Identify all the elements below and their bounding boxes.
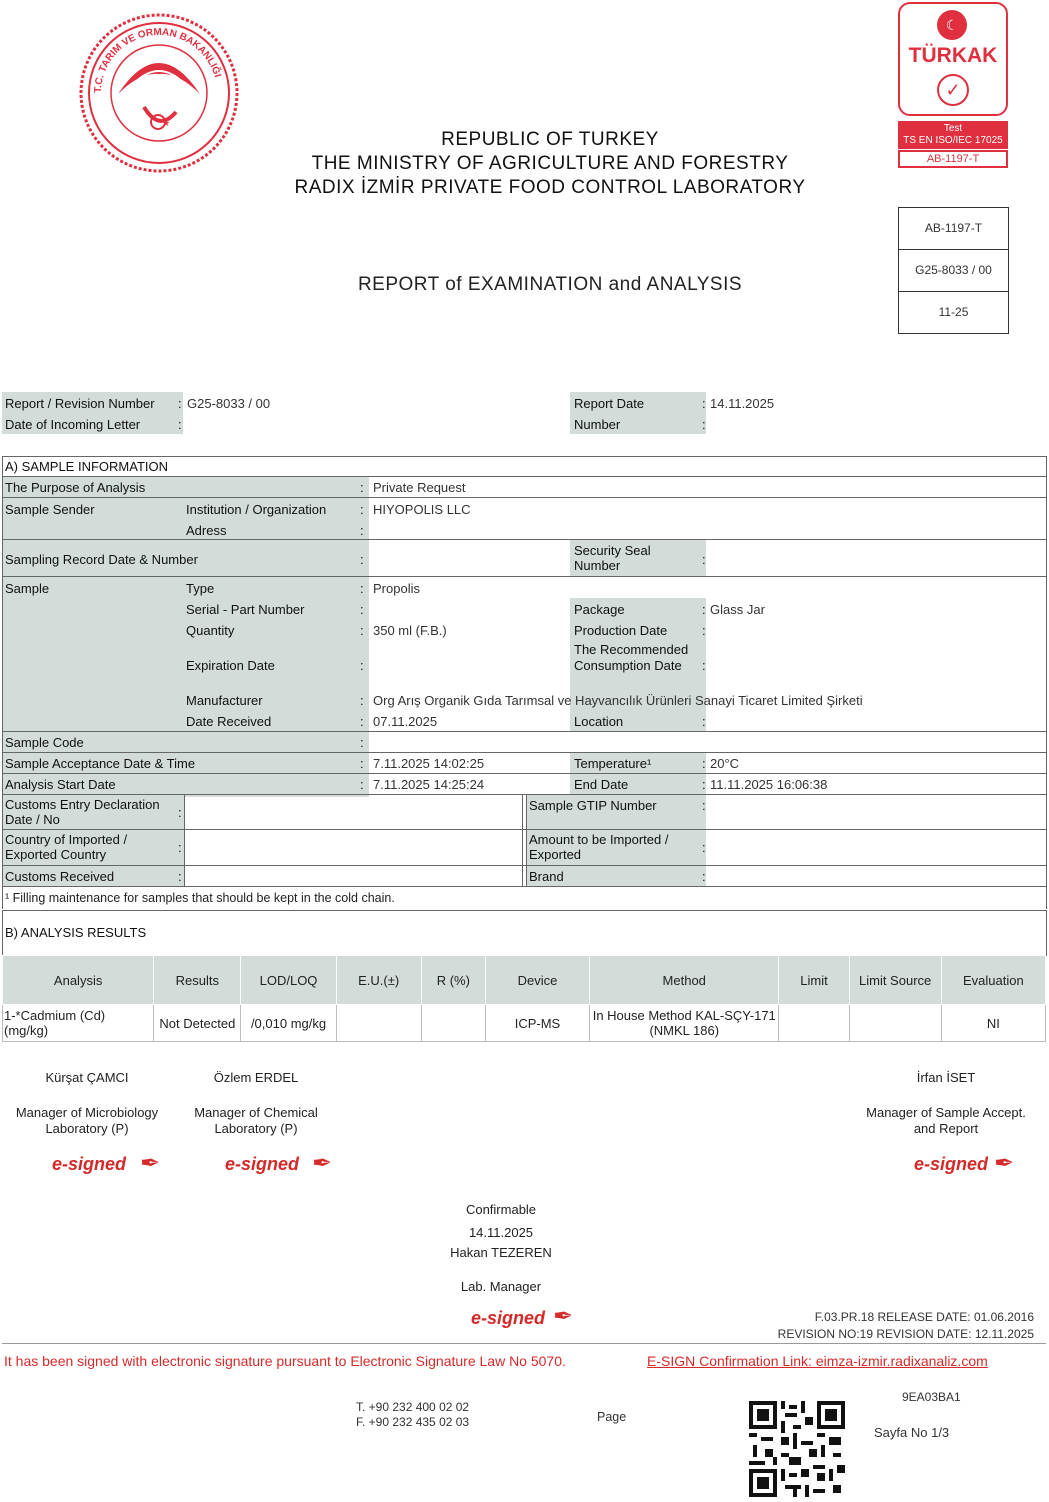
cell-r — [421, 1005, 485, 1042]
phone-number: T. +90 232 400 02 02 — [356, 1400, 470, 1414]
header-evaluation: Evaluation — [941, 956, 1045, 1005]
received-value: 07.11.2025 — [373, 714, 438, 729]
type-label: Type — [186, 581, 215, 596]
report-title: REPORT of EXAMINATION and ANALYSIS — [357, 274, 743, 295]
cell-lod-loq: /0,010 mg/kg — [241, 1005, 336, 1042]
gtip-label: Sample GTIP Number — [529, 798, 657, 813]
expiration-label: Expiration Date — [186, 658, 275, 673]
qr-code — [749, 1401, 845, 1497]
confirmable-label: Confirmable — [465, 1202, 537, 1217]
country-label: Country of Imported / Exported Country — [5, 832, 128, 862]
revision-label: Report / Revision Number — [5, 396, 155, 411]
revision-value: G25-8033 / 00 — [187, 396, 271, 411]
revision-info: REVISION NO:19 REVISION DATE: 12.11.2025 — [777, 1327, 1034, 1341]
signer-3-name: İrfan İSET — [916, 1070, 976, 1085]
institution-value: HIYOPOLIS LLC — [373, 502, 471, 517]
cold-chain-footnote: ¹ Filling maintenance for samples that should be kept in the cold chain. — [5, 891, 395, 905]
turkak-test: Test — [943, 123, 963, 134]
signer-1-name: Kürşat ÇAMCI — [45, 1070, 129, 1085]
release-info: F.03.PR.18 RELEASE DATE: 01.06.2016 — [814, 1310, 1034, 1324]
header-lod-loq: LOD/LOQ — [241, 956, 336, 1005]
temperature-label: Temperature¹ — [574, 756, 652, 771]
results-table — [2, 955, 1046, 1042]
ref-report-number: G25-8033 / 00 — [899, 250, 1008, 292]
institution-label: Institution / Organization — [186, 502, 327, 517]
ref-accreditation: AB-1197-T — [899, 208, 1008, 250]
incoming-label: Date of Incoming Letter — [5, 417, 141, 432]
header-r: R (%) — [421, 956, 485, 1005]
type-value: Propolis — [373, 581, 420, 596]
results-header-row — [3, 956, 1046, 1005]
header-analysis: Analysis — [3, 956, 154, 1005]
package-label: Package — [574, 602, 625, 617]
emblem-ring-text: T.C. TARIM VE ORMAN BAKANLIĞI — [92, 26, 223, 94]
sample-section-title: A) SAMPLE INFORMATION — [5, 459, 168, 474]
brand-label: Brand — [529, 869, 564, 884]
cell-limit — [779, 1005, 849, 1042]
package-value: Glass Jar — [710, 602, 765, 617]
purpose-value: Private Request — [373, 480, 466, 495]
acceptance-label: Sample Acceptance Date & Time — [5, 756, 196, 771]
check-icon: ✓ — [937, 74, 969, 106]
signer-2-esigned: e-signed — [225, 1154, 300, 1174]
turkak-standard: TS EN ISO/IEC 17025 — [903, 135, 1003, 146]
customs-decl-label: Customs Entry Declaration Date / No — [5, 797, 160, 827]
number-label: Number — [574, 417, 621, 432]
page-label: Page — [597, 1410, 627, 1424]
esignature-law-notice: It has been signed with electronic signature pursuant to Electronic Signature Law No 5070. — [4, 1353, 566, 1369]
received-label: Date Received — [186, 714, 272, 729]
results-section-title: B) ANALYSIS RESULTS — [5, 925, 147, 940]
sample-label: Sample — [5, 581, 50, 596]
manager-title: Lab. Manager — [460, 1279, 542, 1294]
address-label: Adress — [186, 523, 227, 538]
signer-3-esigned: e-signed — [914, 1154, 989, 1174]
quill-icon: ✒ — [312, 1150, 333, 1177]
purpose-label: The Purpose of Analysis — [5, 480, 146, 495]
quill-icon: ✒ — [553, 1303, 574, 1330]
acceptance-value: 7.11.2025 14:02:25 — [373, 756, 485, 771]
header-limit: Limit — [779, 956, 849, 1005]
end-value: 11.11.2025 16:06:38 — [710, 777, 828, 792]
quill-icon: ✒ — [994, 1150, 1015, 1177]
cell-eu — [336, 1005, 421, 1042]
cell-method: In House Method KAL-SÇY-171 (NMKL 186) — [590, 1005, 779, 1042]
cell-analysis: 1-*Cadmium (Cd) (mg/kg) — [3, 1005, 154, 1042]
header-results: Results — [154, 956, 241, 1005]
turkak-logo: ☾ TÜRKAK ✓ Test TS EN ISO/IEC 17025 AB-1197-T — [898, 2, 1008, 166]
sender-label: Sample Sender — [5, 502, 95, 517]
manager-name: Hakan TEZEREN — [450, 1245, 552, 1260]
table-row — [3, 1005, 1046, 1042]
header-method: Method — [590, 956, 779, 1005]
temperature-value: 20°C — [710, 756, 740, 771]
cell-device: ICP-MS — [485, 1005, 589, 1042]
header-line-2: THE MINISTRY OF AGRICULTURE AND FORESTRY — [311, 153, 789, 174]
esign-confirmation-link[interactable]: E-SIGN Confirmation Link: eimza-izmir.radixanaliz.com — [647, 1353, 988, 1369]
turkak-code: AB-1197-T — [898, 150, 1008, 168]
manufacturer-label: Manufacturer — [186, 693, 263, 708]
confirm-date: 14.11.2025 — [468, 1225, 534, 1240]
manufacturer-value: Org Arış Organik Gıda Tarımsal ve Hayvancılık Ürünleri Sanayi Ticaret Limited Şirketi — [373, 693, 863, 708]
customs-received-label: Customs Received — [5, 869, 115, 884]
seal-label: Security Seal Number — [574, 543, 651, 573]
header-limit-source: Limit Source — [849, 956, 941, 1005]
header-line-1: REPUBLIC OF TURKEY — [441, 129, 659, 150]
header-eu: E.U.(±) — [336, 956, 421, 1005]
verification-code: 9EA03BA1 — [902, 1390, 961, 1404]
signer-3-title: Manager of Sample Accept. and Report — [866, 1105, 1026, 1136]
end-label: End Date — [574, 777, 629, 792]
header-line-3: RADIX İZMİR PRIVATE FOOD CONTROL LABORATORY — [294, 177, 806, 198]
fax-number: F. +90 232 435 02 03 — [356, 1415, 470, 1429]
amount-label: Amount to be Imported / Exported — [529, 832, 669, 862]
quantity-label: Quantity — [186, 623, 235, 638]
cell-evaluation: NI — [941, 1005, 1045, 1042]
svg-text:★: ★ — [162, 118, 171, 128]
quill-icon: ✒ — [140, 1150, 161, 1177]
report-date-value: 14.11.2025 — [710, 396, 775, 411]
page-number: Sayfa No 1/3 — [874, 1425, 950, 1440]
sampling-label: Sampling Record Date & Number — [5, 552, 198, 567]
reference-box — [898, 207, 1009, 334]
start-value: 7.11.2025 14:25:24 — [373, 777, 485, 792]
signer-1-esigned: e-signed — [52, 1154, 127, 1174]
quantity-value: 350 ml (F.B.) — [373, 623, 447, 638]
cell-results: Not Detected — [154, 1005, 241, 1042]
recommended-label: The Recommended Consumption Date — [574, 642, 689, 673]
signer-2-title: Manager of Chemical Laboratory (P) — [194, 1105, 318, 1136]
header-device: Device — [485, 956, 589, 1005]
serial-label: Serial - Part Number — [186, 602, 305, 617]
signer-1-title: Manager of Microbiology Laboratory (P) — [15, 1105, 159, 1136]
manager-esigned: e-signed — [471, 1308, 546, 1328]
signer-2-name: Özlem ERDEL — [213, 1070, 299, 1085]
report-date-label: Report Date — [574, 396, 645, 411]
start-label: Analysis Start Date — [5, 777, 116, 792]
turkak-name: TÜRKAK — [908, 44, 998, 67]
cell-limit-source — [849, 1005, 941, 1042]
production-label: Production Date — [574, 623, 668, 638]
ref-period: 11-25 — [938, 305, 969, 319]
location-label: Location — [574, 714, 624, 729]
sample-code-label: Sample Code — [5, 735, 84, 750]
